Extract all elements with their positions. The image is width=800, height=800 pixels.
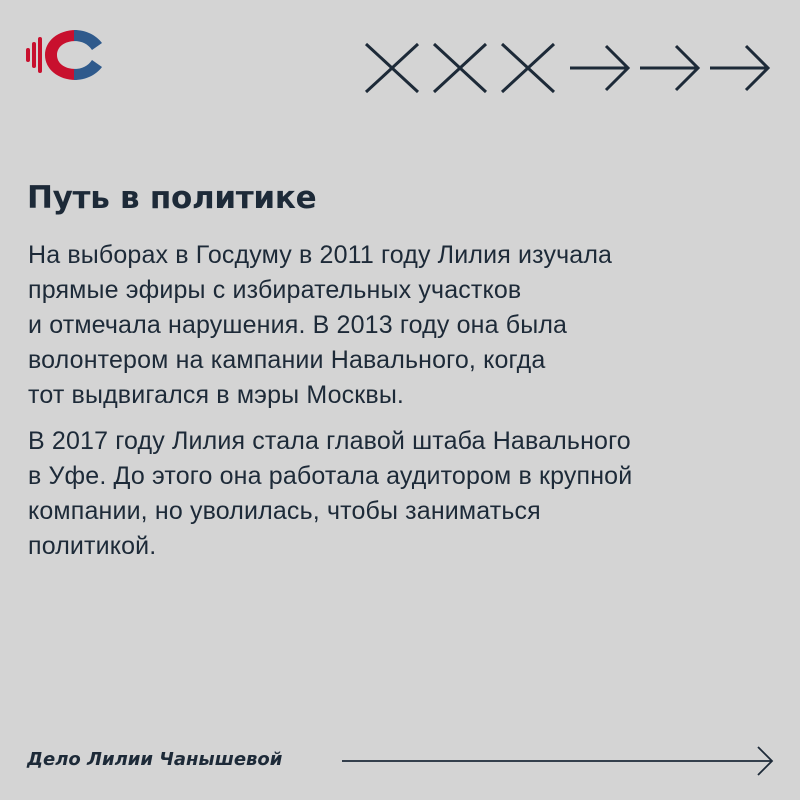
brand-c-logo-icon: [24, 22, 110, 88]
text-line: в Уфе. До этого она работала аудитором в крупной: [28, 462, 633, 490]
text-line: волонтером на кампании Навального, когда: [28, 346, 546, 374]
text-line: прямые эфиры с избирательных участков: [28, 276, 522, 304]
cross-and-arrow-pattern-icon: [360, 40, 776, 98]
paragraph: [28, 238, 788, 413]
article-body: [28, 238, 788, 564]
text-line: тот выдвигался в мэры Москвы.: [28, 381, 405, 409]
case-title-label: Дело Лилии Чанышевой: [27, 749, 283, 770]
long-arrow-right-icon: [342, 744, 778, 778]
text-line: политикой.: [28, 532, 157, 560]
paragraph: [28, 424, 788, 564]
text-line: компании, но уволилась, чтобы заниматься: [28, 497, 541, 525]
text-line: и отмечала нарушения. В 2013 году она была: [28, 311, 568, 339]
text-line: На выборах в Госдуму в 2011 году Лилия изучала: [28, 241, 613, 269]
section-heading: Путь в политике: [27, 180, 317, 216]
text-line: В 2017 году Лилия стала главой штаба Навального: [28, 427, 631, 455]
